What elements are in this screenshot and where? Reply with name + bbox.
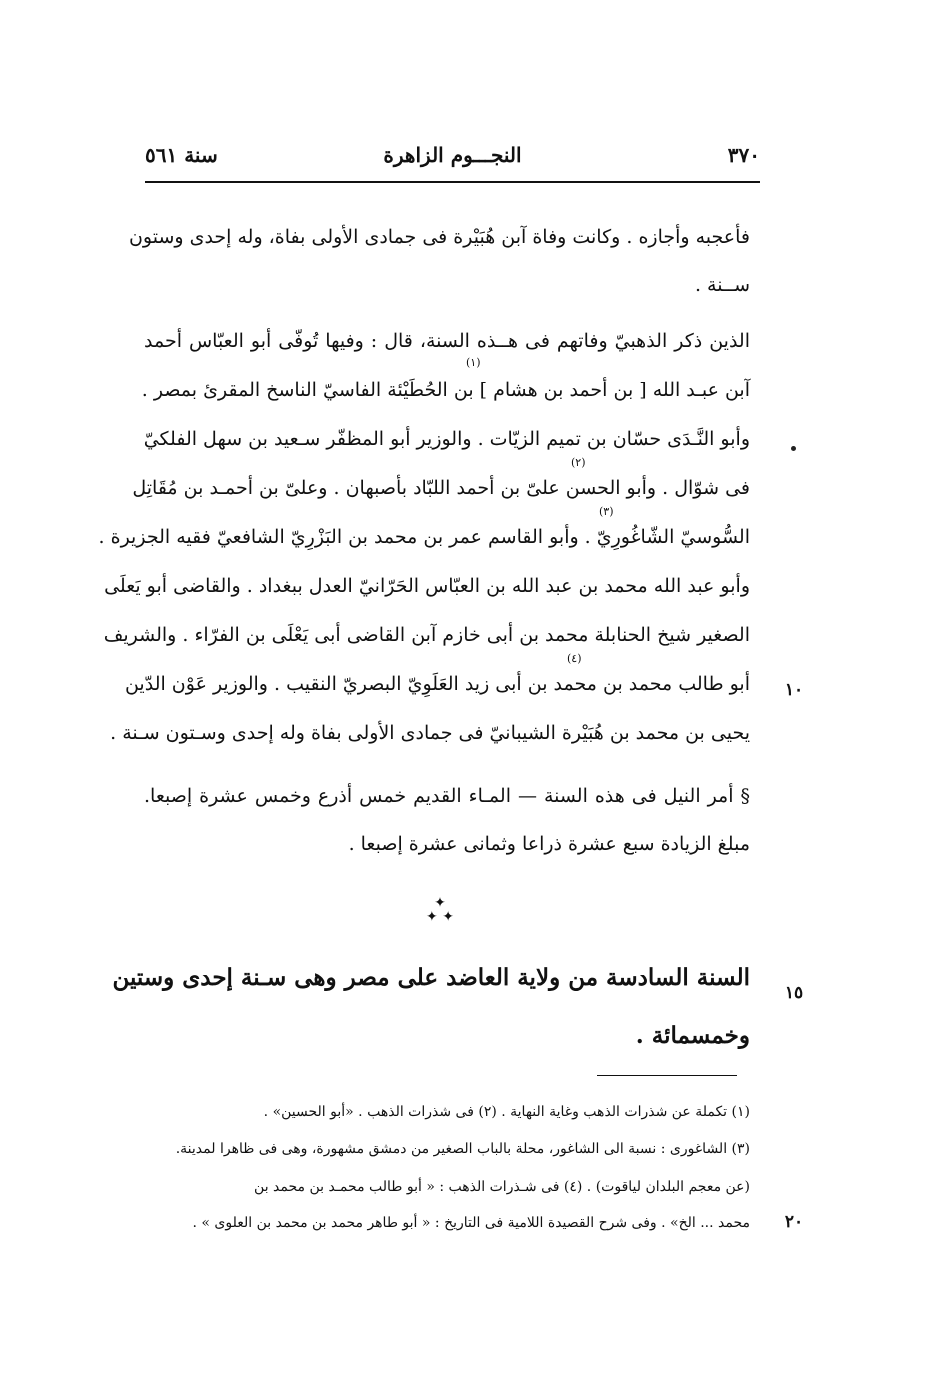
- text-line: وأبو عبد الله محمد بن عبد الله بن العبّاس الحَرّانيّ العدل ببغداد . والقاضى أبو يَعلَى: [104, 575, 750, 597]
- text-line: ســنة .: [694, 274, 750, 296]
- footnote-line: (عن معجم البلدان لياقوت) . (٤) فى شـذرات الذهب : « أبو طالب محمـد بن محمد بن: [254, 1179, 750, 1195]
- footnote-line: محمد ... الخ» . وفى شرح القصيدة اللامية فى التاريخ : « أبو طاهر محمد بن محمد بن العلوى » .: [192, 1215, 750, 1231]
- footnote-ref: (٤): [567, 652, 582, 665]
- margin-number: ٢٠: [784, 1212, 804, 1232]
- text-line: مبلغ الزيادة سبع عشرة ذراعا وثمانى عشرة إصبعا .: [348, 833, 750, 855]
- margin-number: ١٠: [784, 680, 804, 700]
- text-line: الصغير شيخ الحنابلة محمد بن أبى خازم آبن القاضى أبى يَعْلَى بن الفرّاء . والشريف: [103, 624, 750, 646]
- text-line: الذين ذكر الذهبيّ وفاتهم فى هــذه السنة، قال : وفيها تُوفّى أبو العبّاس أحمد: [144, 330, 750, 352]
- running-title: النجـــوم الزاهرة: [383, 143, 522, 167]
- footnote-ref: (١): [466, 356, 481, 369]
- section-heading: السنة السادسة من ولاية العاضد على مصر وهى سـنة إحدى وستين: [112, 964, 750, 991]
- footnote-ref: (٢): [571, 456, 586, 469]
- margin-number: ١٥: [784, 983, 804, 1003]
- page-header: [145, 143, 760, 179]
- footnote-rule: [597, 1075, 737, 1076]
- text-line: أبو طالب محمد بن محمد بن أبى زيد العَلَوِيّ البصريّ النقيب . والوزير عَوْن الدّين: [124, 673, 750, 695]
- footnote-line: (١) تكملة عن شذرات الذهب وغاية النهاية . (٢) فى شذرات الذهب . «أبو الحسين» .: [263, 1104, 750, 1120]
- text-line: فأعجبه وأجازه . وكانت وفاة آبن هُبَيْرة فى جمادى الأولى بفاة، وله إحدى وستون: [128, 226, 750, 248]
- page-number: ٣٧٠: [727, 143, 760, 167]
- text-line: آبن عبـد الله [ بن أحمد بن هشام ] بن الحُطَيْئة الفاسيّ الناسخ المقرئ بمصر .: [141, 379, 750, 401]
- section-heading: وخمسمائة .: [635, 1022, 750, 1049]
- text-line: السُّوسيّ الشّاغُورِيّ . وأبو القاسم عمر بن محمد بن البَزْرِيّ الشافعيّ فقيه الجزيرة .: [98, 526, 750, 548]
- text-line: يحيى بن محمد بن هُبَيْرة الشيبانيّ فى جمادى الأولى بفاة وله إحدى وسـتون سـنة .: [110, 722, 750, 744]
- text-line: § أمر النيل فى هذه السنة — المـاء القديم خمس أذرع وخمس عشرة إصبعا.: [144, 785, 750, 807]
- text-line: وأبو النَّـدَى حسّان بن تميم الزيّات . والوزير أبو المظفّر سـعيد بن سهل الفلكيّ: [143, 428, 750, 450]
- footnote-ref: (٣): [599, 505, 614, 518]
- header-rule: [145, 181, 760, 183]
- footnote-line: (٣) الشاغورى : نسبة الى الشاغور، محلة بالباب الصغير من دمشق مشهورة، وهى فى ظاهرا لمدينة.: [175, 1141, 750, 1157]
- ornament: ✦ ✦ ✦: [426, 895, 454, 925]
- year-label: سنة ٥٦١: [145, 143, 218, 167]
- text-line: فى شوّال . وأبو الحسن علىّ بن أحمد اللبّاد بأصبهان . وعلىّ بن أحمـد بن مُقَاتِل: [132, 477, 750, 499]
- margin-marker: [791, 446, 796, 451]
